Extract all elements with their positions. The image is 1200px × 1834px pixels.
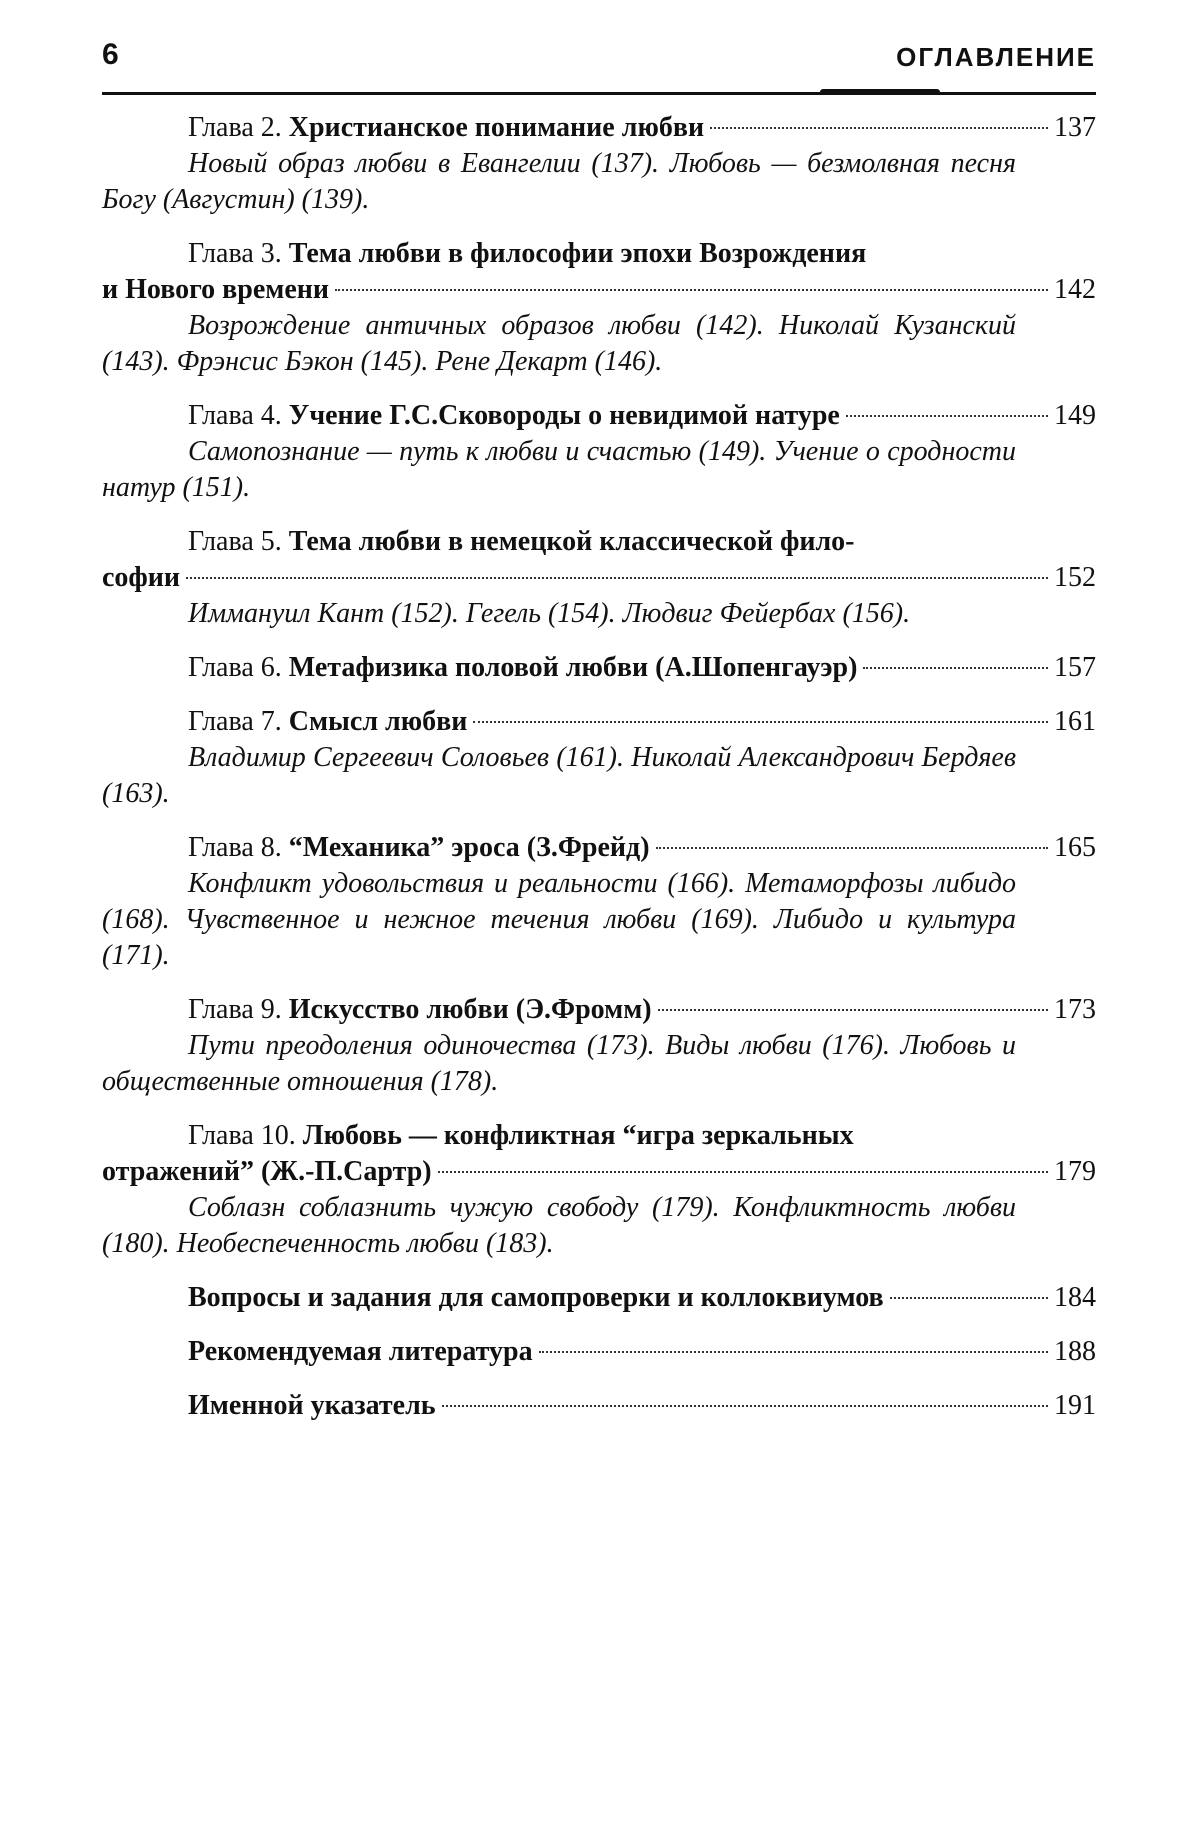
backmatter-title: Вопросы и задания для самопроверки и коллоквиумов bbox=[188, 1282, 884, 1313]
toc-entry-title bbox=[102, 398, 840, 434]
toc-entry-title bbox=[102, 704, 467, 740]
leader-dots bbox=[438, 1171, 1048, 1173]
toc-entry-literature bbox=[102, 1334, 1096, 1370]
chapter-label: Глава 10. bbox=[188, 1120, 296, 1151]
page-number: 6 bbox=[102, 38, 120, 71]
toc-entry-chapter-7 bbox=[102, 704, 1096, 812]
page-ref: 157 bbox=[1054, 652, 1096, 683]
toc-entry-chapter-4 bbox=[102, 398, 1096, 506]
toc-entry-title-cont bbox=[102, 1154, 432, 1190]
backmatter-title: Именной указатель bbox=[188, 1390, 436, 1421]
chapter-name: Тема любви в немецкой классической фило- bbox=[288, 526, 855, 557]
chapter-name: Смысл любви bbox=[288, 706, 468, 737]
header-rule bbox=[102, 92, 1096, 95]
leader-dots bbox=[710, 127, 1048, 129]
leader-dots bbox=[186, 577, 1048, 579]
chapter-name: Любовь — конфликтная “игра зеркальных bbox=[302, 1120, 854, 1151]
chapter-subtitle: Возрождение античных образов любви (142). Николай Кузанский (143). Фрэнсис Бэкон (145). Рене Декарт (146). bbox=[102, 310, 1016, 377]
chapter-subtitle: Самопознание — путь к любви и счастью (149). Учение о сродности натур (151). bbox=[102, 436, 1016, 503]
leader-dots bbox=[863, 667, 1048, 669]
chapter-label: Глава 6. bbox=[188, 652, 282, 683]
chapter-label: Глава 5. bbox=[188, 526, 282, 557]
page-ref: 179 bbox=[1054, 1156, 1096, 1187]
page-ref: 165 bbox=[1054, 832, 1096, 863]
leader-dots bbox=[658, 1009, 1048, 1011]
chapter-name: “Механика” эроса (З.Фрейд) bbox=[288, 832, 650, 863]
chapter-subtitle: Пути преодоления одиночества (173). Виды любви (176). Любовь и общественные отношения (178). bbox=[102, 1030, 1016, 1097]
chapter-label: Глава 7. bbox=[188, 706, 282, 737]
running-title: ОГЛАВЛЕНИЕ bbox=[896, 42, 1096, 72]
chapter-name-cont: и Нового времени bbox=[102, 274, 330, 305]
chapter-name: Искусство любви (Э.Фромм) bbox=[288, 994, 652, 1025]
toc-entry-title bbox=[102, 1120, 854, 1151]
chapter-label: Глава 3. bbox=[188, 238, 282, 269]
chapter-name: Учение Г.С.Сковороды о невидимой натуре bbox=[288, 400, 840, 431]
page-ref: 173 bbox=[1054, 994, 1096, 1025]
leader-dots bbox=[335, 289, 1048, 291]
toc-entry-title-cont bbox=[102, 272, 329, 308]
leader-dots bbox=[539, 1351, 1048, 1353]
toc-entry-questions bbox=[102, 1280, 1096, 1316]
toc-entry-title bbox=[102, 110, 704, 146]
toc-entry-chapter-3 bbox=[102, 236, 1096, 380]
chapter-name: Тема любви в философии эпохи Возрождения bbox=[288, 238, 867, 269]
toc-entry-title bbox=[102, 992, 652, 1028]
page-ref: 188 bbox=[1054, 1336, 1096, 1367]
chapter-name-cont: софии bbox=[102, 562, 181, 593]
chapter-name: Метафизика половой любви (А.Шопенгауэр) bbox=[288, 652, 858, 683]
chapter-subtitle: Новый образ любви в Евангелии (137). Любовь — безмолвная песня Богу (Августин) (139). bbox=[102, 148, 1016, 215]
toc-entry-chapter-6 bbox=[102, 650, 1096, 686]
toc-entry-chapter-10 bbox=[102, 1118, 1096, 1262]
toc-entry-chapter-5 bbox=[102, 524, 1096, 632]
leader-dots bbox=[656, 847, 1048, 849]
page-ref: 137 bbox=[1054, 112, 1096, 143]
toc-entry-name-index bbox=[102, 1388, 1096, 1424]
page-ref: 161 bbox=[1054, 706, 1096, 737]
page-ref: 152 bbox=[1054, 562, 1096, 593]
chapter-name-cont: отражений” (Ж.-П.Сартр) bbox=[102, 1156, 432, 1187]
table-of-contents bbox=[102, 110, 1096, 1442]
leader-dots bbox=[890, 1297, 1048, 1299]
chapter-label: Глава 4. bbox=[188, 400, 282, 431]
toc-entry-title bbox=[102, 238, 866, 269]
toc-entry-chapter-8 bbox=[102, 830, 1096, 974]
leader-dots bbox=[442, 1405, 1048, 1407]
header-rule-accent bbox=[820, 89, 940, 95]
page-ref: 149 bbox=[1054, 400, 1096, 431]
page-ref: 142 bbox=[1054, 274, 1096, 305]
page-ref: 191 bbox=[1054, 1390, 1096, 1421]
toc-entry-title-cont bbox=[102, 560, 180, 596]
chapter-subtitle: Соблазн соблазнить чужую свободу (179). Конфликтность любви (180). Необеспеченность любви (183). bbox=[102, 1192, 1016, 1259]
toc-entry-title bbox=[102, 526, 855, 557]
chapter-name: Христианское понимание любви bbox=[288, 112, 705, 143]
leader-dots bbox=[846, 415, 1048, 417]
toc-entry-chapter-2 bbox=[102, 110, 1096, 218]
chapter-subtitle: Владимир Сергеевич Соловьев (161). Николай Александрович Бердяев (163). bbox=[102, 742, 1016, 809]
chapter-label: Глава 9. bbox=[188, 994, 282, 1025]
chapter-label: Глава 2. bbox=[188, 112, 282, 143]
toc-entry-chapter-9 bbox=[102, 992, 1096, 1100]
running-head bbox=[102, 38, 1096, 82]
chapter-subtitle: Конфликт удовольствия и реальности (166). Метаморфозы либидо (168). Чувственное и нежное течения любви (169). Либидо и культура (171). bbox=[102, 868, 1016, 971]
backmatter-title: Рекомендуемая литература bbox=[188, 1336, 533, 1367]
toc-entry-title bbox=[102, 650, 857, 686]
toc-entry-title bbox=[102, 830, 650, 866]
chapter-label: Глава 8. bbox=[188, 832, 282, 863]
chapter-subtitle: Иммануил Кант (152). Гегель (154). Людвиг Фейербах (156). bbox=[188, 598, 911, 629]
page-ref: 184 bbox=[1054, 1282, 1096, 1313]
leader-dots bbox=[473, 721, 1048, 723]
